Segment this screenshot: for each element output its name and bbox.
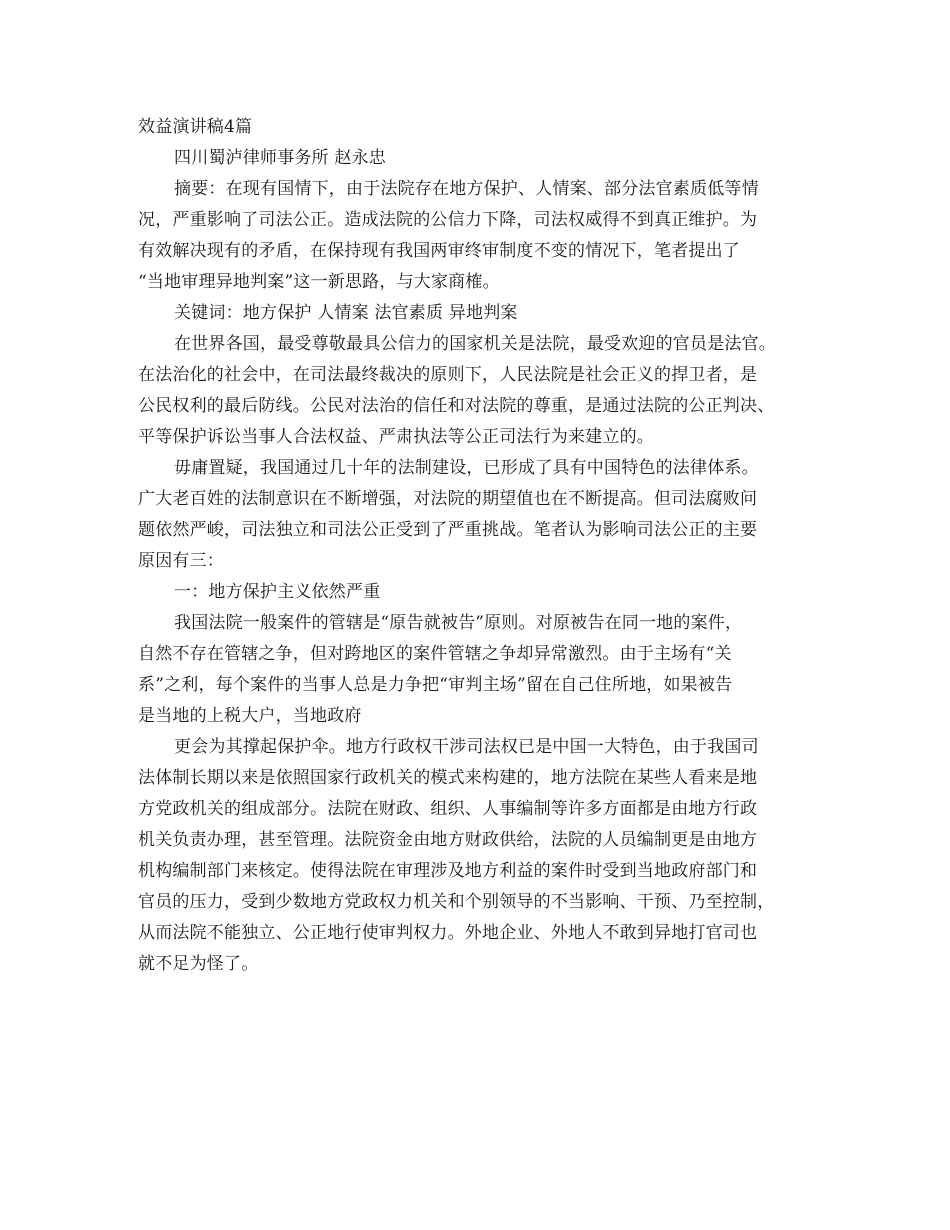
keywords-line: 关键词：地方保护 人情案 法官素质 异地判案 <box>174 303 518 323</box>
body-paragraph-1 <box>138 329 822 453</box>
section-heading-1: 一：地方保护主义依然严重 <box>174 582 381 602</box>
paragraph-line: 广大老百姓的法制意识在不断增强，对法院的期望值也在不断提高。但司法腐败问 <box>138 489 758 509</box>
abstract-line: 况，严重影响了司法公正。造成法院的公信力下降，司法权威得不到真正维护。为 <box>138 210 758 230</box>
paragraph-line: 毋庸置疑，我国通过几十年的法制建设，已形成了具有中国特色的法律体系。 <box>174 458 759 478</box>
abstract-paragraph <box>138 174 822 298</box>
paragraph-line: 在世界各国，最受尊敬最具公信力的国家机关是法院，最受欢迎的官员是法官。 <box>174 334 776 354</box>
paragraph-line: 方党政机关的组成部分。法院在财政、组织、人事编制等许多方面都是由地方行政 <box>138 799 758 819</box>
abstract-line: “当地审理异地判案”这一新思路，与大家商榷。 <box>138 272 500 292</box>
paragraph-line: 公民权利的最后防线。公民对法治的信任和对法院的尊重，是通过法院的公正判决、 <box>138 396 775 416</box>
document-page <box>138 112 822 980</box>
paragraph-line: 机关负责办理，甚至管理。法院资金由地方财政供给，法院的人员编制更是由地方 <box>138 830 758 850</box>
paragraph-line: 题依然严峻，司法独立和司法公正受到了严重挑战。笔者认为影响司法公正的主要 <box>138 520 758 540</box>
paragraph-line: 从而法院不能独立、公正地行使审判权力。外地企业、外地人不敢到异地打官司也 <box>138 923 758 943</box>
abstract-line: 有效解决现有的矛盾，在保持现有我国两审终审制度不变的情况下，笔者提出了 <box>138 241 740 261</box>
paragraph-line: 在法治化的社会中，在司法最终裁决的原则下，人民法院是社会正义的捍卫者，是 <box>138 365 758 385</box>
paragraph-line: 更会为其撑起保护伞。地方行政权干涉司法权已是中国一大特色，由于我国司 <box>174 737 759 757</box>
paragraph-line: 系”之利，每个案件的当事人总是力争把“审判主场”留在自己住所地，如果被告 <box>138 675 733 695</box>
body-paragraph-2 <box>138 453 822 577</box>
body-paragraph-3 <box>138 608 822 732</box>
abstract-line: 摘要：在现有国情下，由于法院存在地方保护、人情案、部分法官素质低等情 <box>174 179 759 199</box>
document-title: 效益演讲稿4篇 <box>138 117 253 137</box>
paragraph-line: 平等保护诉讼当事人合法权益、严肃执法等公正司法行为来建立的。 <box>138 427 654 447</box>
paragraph-line: 是当地的上税大户，当地政府 <box>138 706 362 726</box>
paragraph-line: 自然不存在管辖之争，但对跨地区的案件管辖之争却异常激烈。由于主场有“关 <box>138 644 732 664</box>
paragraph-line: 法体制长期以来是依照国家行政机关的模式来构建的，地方法院在某些人看来是地 <box>138 768 758 788</box>
paragraph-line: 我国法院一般案件的管辖是“原告就被告”原则。对原被告在同一地的案件， <box>174 613 743 633</box>
paragraph-line: 原因有三： <box>138 551 224 571</box>
paragraph-line: 官员的压力，受到少数地方党政权力机关和个别领导的不当影响、干预、乃至控制， <box>138 892 775 912</box>
paragraph-line: 就不足为怪了。 <box>138 954 259 974</box>
paragraph-line: 机构编制部门来核定。使得法院在审理涉及地方利益的案件时受到当地政府部门和 <box>138 861 758 881</box>
body-paragraph-4 <box>138 732 822 980</box>
author-line: 四川蜀泸律师事务所 赵永忠 <box>174 148 387 168</box>
